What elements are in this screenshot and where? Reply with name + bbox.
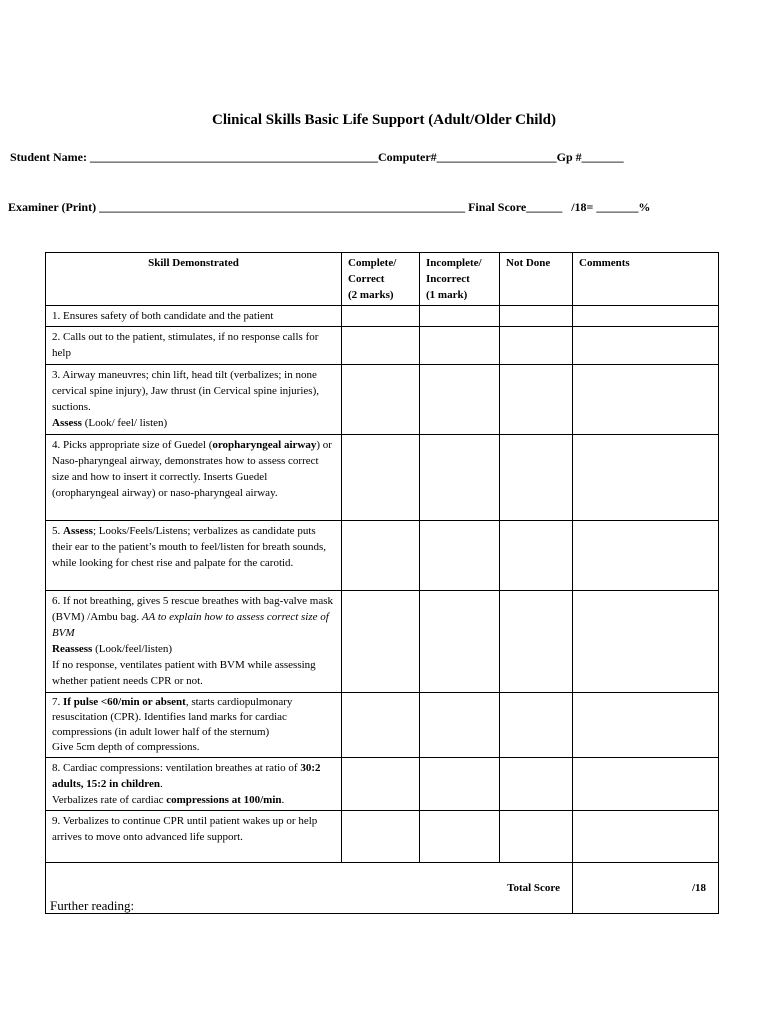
complete-cell[interactable] bbox=[342, 521, 420, 591]
skill-bold-text: compressions at 100/min bbox=[166, 794, 282, 806]
comments-header: Comments bbox=[573, 253, 719, 306]
not-done-cell[interactable] bbox=[500, 327, 573, 365]
skill-text: 3. Airway maneuvres; chin lift, head tilt (verbalizes; in none cervical spine injury), Jaw thrust (in Cervical spine injuries), suctions. bbox=[52, 369, 319, 413]
comments-cell[interactable] bbox=[573, 327, 719, 365]
table-row bbox=[46, 811, 719, 863]
complete-header-line: (2 marks) bbox=[348, 289, 394, 301]
skill-cell bbox=[46, 365, 342, 435]
incomplete-cell[interactable] bbox=[420, 435, 500, 521]
skill-cell bbox=[46, 693, 342, 758]
table-header-row bbox=[46, 253, 719, 306]
complete-cell[interactable] bbox=[342, 306, 420, 327]
incomplete-cell[interactable] bbox=[420, 327, 500, 365]
skill-italic-text: AA to explain how to assess correct size of BVM bbox=[52, 611, 329, 639]
skills-table bbox=[45, 252, 719, 914]
not-done-cell[interactable] bbox=[500, 306, 573, 327]
complete-header bbox=[342, 253, 420, 306]
skill-text: 8. Cardiac compressions: ventilation breathes at ratio of bbox=[52, 762, 301, 774]
page-title: Clinical Skills Basic Life Support (Adult/Older Child) bbox=[212, 112, 556, 128]
skill-text: . bbox=[281, 794, 285, 806]
table-row bbox=[46, 365, 719, 435]
comments-cell[interactable] bbox=[573, 365, 719, 435]
incomplete-header-line: (1 mark) bbox=[426, 289, 468, 301]
not-done-cell[interactable] bbox=[500, 693, 573, 758]
complete-cell[interactable] bbox=[342, 758, 420, 811]
complete-header-line: Correct bbox=[348, 273, 385, 285]
skill-text: Give 5cm depth of compressions. bbox=[52, 741, 200, 753]
skill-cell bbox=[46, 435, 342, 521]
skill-text: , starts cardiopulmonary resuscitation (CPR). Identifies land marks for cardiac compressions (in adult lower half of the sternum) bbox=[52, 696, 293, 738]
skill-text: 6. If not breathing, gives 5 rescue breathes with bag-valve mask (BVM) /Ambu bag. bbox=[52, 595, 334, 623]
incomplete-header bbox=[420, 253, 500, 306]
skill-text: (Look/ feel/ listen) bbox=[81, 417, 168, 429]
skill-bold-text: 30:2 adults, 15:2 in children bbox=[52, 762, 321, 790]
incomplete-cell[interactable] bbox=[420, 591, 500, 693]
table-row bbox=[46, 591, 719, 693]
comments-cell[interactable] bbox=[573, 693, 719, 758]
skill-text: (Look/feel/listen) bbox=[92, 643, 173, 655]
skill-text: 5. bbox=[52, 525, 63, 537]
incomplete-cell[interactable] bbox=[420, 365, 500, 435]
total-score-label: Total Score bbox=[46, 863, 573, 914]
skill-cell: 9. Verbalizes to continue CPR until patient wakes up or help arrives to move onto advanced life support. bbox=[46, 811, 342, 863]
skill-cell bbox=[46, 591, 342, 693]
further-reading: Further reading: bbox=[50, 898, 135, 913]
student-info-line[interactable]: Student Name: ________________________________________________Computer#____________________Gp #_______ bbox=[10, 150, 624, 164]
comments-cell[interactable] bbox=[573, 306, 719, 327]
table-row bbox=[46, 521, 719, 591]
skill-header: Skill Demonstrated bbox=[46, 253, 342, 306]
comments-cell[interactable] bbox=[573, 521, 719, 591]
skill-bold-text: oropharyngeal airway bbox=[212, 439, 317, 451]
complete-header-line: Complete/ bbox=[348, 257, 397, 269]
table-row bbox=[46, 435, 719, 521]
comments-cell[interactable] bbox=[573, 811, 719, 863]
not-done-cell[interactable] bbox=[500, 811, 573, 863]
incomplete-cell[interactable] bbox=[420, 758, 500, 811]
comments-cell[interactable] bbox=[573, 591, 719, 693]
skill-text: If no response, ventilates patient with BVM while assessing whether patient needs CPR or not. bbox=[52, 659, 316, 687]
comments-cell[interactable] bbox=[573, 435, 719, 521]
skill-cell bbox=[46, 758, 342, 811]
incomplete-cell[interactable] bbox=[420, 521, 500, 591]
complete-cell[interactable] bbox=[342, 365, 420, 435]
skill-bold-text: Assess bbox=[63, 525, 93, 537]
skill-text: Verbalizes rate of cardiac bbox=[52, 794, 167, 806]
table-row bbox=[46, 327, 719, 365]
not-done-cell[interactable] bbox=[500, 521, 573, 591]
comments-cell[interactable] bbox=[573, 758, 719, 811]
skill-bold-text: If pulse <60/min or absent bbox=[63, 696, 186, 708]
table-row bbox=[46, 693, 719, 758]
skill-text: 7. bbox=[52, 696, 63, 708]
skill-text: 4. Picks appropriate size of Guedel ( bbox=[52, 439, 213, 451]
examiner-info-line[interactable]: Examiner (Print) _____________________________________________________________ Final Score______ /18= _______% bbox=[8, 200, 651, 214]
complete-cell[interactable] bbox=[342, 327, 420, 365]
total-score-value[interactable]: /18 bbox=[573, 863, 719, 914]
not-done-cell[interactable] bbox=[500, 435, 573, 521]
not-done-header: Not Done bbox=[500, 253, 573, 306]
not-done-cell[interactable] bbox=[500, 758, 573, 811]
skill-cell: 2. Calls out to the patient, stimulates, if no response calls for help bbox=[46, 327, 342, 365]
table-row bbox=[46, 758, 719, 811]
skill-text: ; Looks/Feels/Listens; verbalizes as candidate puts their ear to the patient’s mouth to feel/listen for breath sounds, while looking for chest rise and palpate for the carotid. bbox=[52, 525, 327, 569]
incomplete-header-line: Incomplete/ bbox=[426, 257, 482, 269]
skill-cell: 1. Ensures safety of both candidate and the patient bbox=[46, 306, 342, 327]
incomplete-cell[interactable] bbox=[420, 693, 500, 758]
incomplete-cell[interactable] bbox=[420, 306, 500, 327]
skill-bold-text: Assess bbox=[52, 417, 82, 429]
complete-cell[interactable] bbox=[342, 591, 420, 693]
total-row bbox=[46, 863, 719, 914]
skill-bold-text: Reassess bbox=[52, 643, 93, 655]
complete-cell[interactable] bbox=[342, 693, 420, 758]
skill-text: . bbox=[160, 778, 163, 790]
complete-cell[interactable] bbox=[342, 811, 420, 863]
incomplete-cell[interactable] bbox=[420, 811, 500, 863]
table-row bbox=[46, 306, 719, 327]
not-done-cell[interactable] bbox=[500, 591, 573, 693]
incomplete-header-line: Incorrect bbox=[426, 273, 470, 285]
not-done-cell[interactable] bbox=[500, 365, 573, 435]
skill-cell bbox=[46, 521, 342, 591]
complete-cell[interactable] bbox=[342, 435, 420, 521]
skill-text: ) or Naso-pharyngeal airway, demonstrates how to assess correct size and how to insert it correctly. Inserts Guedel (oropharyngeal airway) or naso-pharyngeal airway. bbox=[52, 439, 332, 499]
